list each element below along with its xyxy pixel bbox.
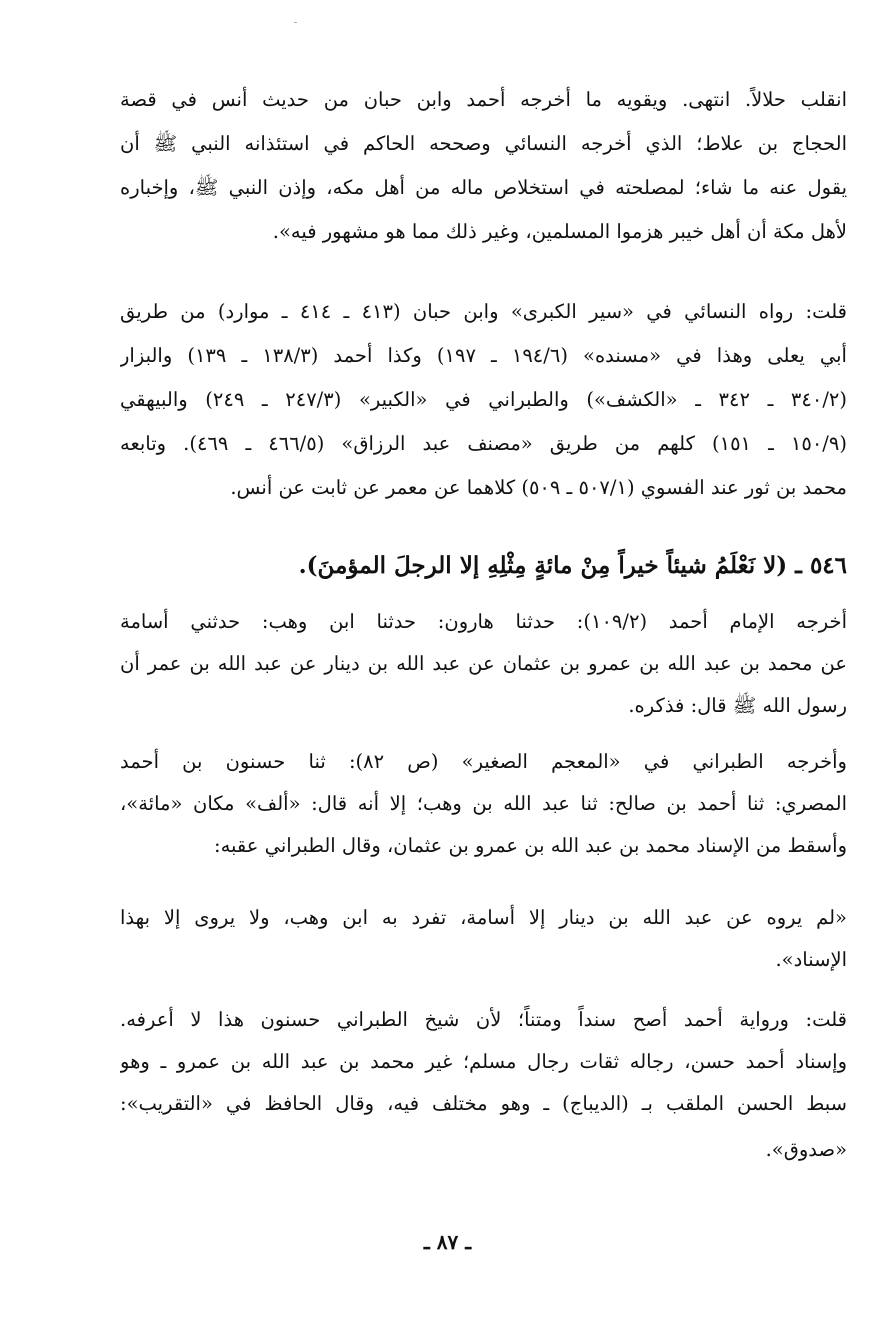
text-line: رسول الله ﷺ قال: فذكره. bbox=[628, 694, 847, 717]
text-line: وأخرجه الطبراني في «المعجم الصغير» (ص ٨٢): ثنا حسنون بن أحمد bbox=[120, 750, 847, 773]
text-line: وإسناد أحمد حسن، رجاله ثقات رجال مسلم؛ غير محمد بن عبد الله بن عمرو ـ وهو bbox=[120, 1050, 847, 1073]
text-line: الحجاج بن علاط؛ الذي أخرجه النسائي وصححه الحاكم في استئذانه النبي ﷺ أن bbox=[120, 132, 847, 155]
text-line: لأهل مكة أن أهل خيبر هزموا المسلمين، وغير ذلك مما هو مشهور فيه». bbox=[272, 220, 847, 243]
text-line: عن محمد بن عبد الله بن عمرو بن عثمان عن عبد الله بن دينار عن عبد الله بن عمر أن bbox=[120, 652, 847, 675]
text-line: أخرجه الإمام أحمد (١٠٩/٢): حدثنا هارون: حدثنا ابن وهب: حدثني أسامة bbox=[120, 610, 847, 633]
text-line: أبي يعلى وهذا في «مسنده» (١٩٤/٦ ـ ١٩٧) وكذا أحمد (١٣٨/٣ ـ ١٣٩) والبزار bbox=[120, 344, 847, 367]
text-line: قلت: رواه النسائي في «سير الكبرى» وابن حبان (٤١٣ ـ ٤١٤ ـ موارد) من طريق bbox=[120, 300, 847, 323]
text-line: الإسناد». bbox=[775, 948, 847, 971]
hadith-title: ٥٤٦ ـ (لا نَعْلَمُ شيئاً خيراً مِنْ مائةٍ مِثْلِهِ إلا الرجلَ المؤمنَ). bbox=[298, 552, 847, 579]
text-line: «لم يروه عن عبد الله بن دينار إلا أسامة، تفرد به ابن وهب، ولا يروى إلا بهذا bbox=[120, 906, 847, 929]
text-line: (١٥٠/٩ ـ ١٥١) كلهم من طريق «مصنف عبد الرزاق» (٤٦٦/٥ ـ ٤٦٩). وتابعه bbox=[120, 432, 847, 455]
text-line: سبط الحسن الملقب بـ (الديباج) ـ وهو مختلف فيه، وقال الحافظ في «التقريب»: bbox=[120, 1092, 847, 1115]
scan-mark bbox=[294, 22, 297, 23]
text-line: «صدوق». bbox=[765, 1138, 847, 1161]
text-line: محمد بن ثور عند الفسوي (٥٠٧/١ ـ ٥٠٩) كلاهما عن معمر عن ثابت عن أنس. bbox=[230, 476, 847, 499]
page-number: ـ ٨٧ ـ bbox=[423, 1230, 472, 1254]
text-line: المصري: ثنا أحمد بن صالح: ثنا عبد الله بن وهب؛ إلا أنه قال: «ألف» مكان «مائة»، bbox=[120, 792, 847, 815]
text-line: وأسقط من الإسناد محمد بن عبد الله بن عمرو بن عثمان، وقال الطبراني عقبه: bbox=[214, 834, 847, 857]
text-line: (٣٤٠/٢ ـ ٣٤٢ ـ «الكشف») والطبراني في «الكبير» (٢٤٧/٣ ـ ٢٤٩) والبيهقي bbox=[120, 388, 847, 411]
text-line: قلت: ورواية أحمد أصح سنداً ومتناً؛ لأن شيخ الطبراني حسنون هذا لا أعرفه. bbox=[120, 1008, 847, 1031]
text-line: يقول عنه ما شاء؛ لمصلحته في استخلاص ماله من أهل مكه، وإذن النبي ﷺ، وإخباره bbox=[120, 176, 847, 199]
text-line: انقلب حلالاً. انتهى. ويقويه ما أخرجه أحمد وابن حبان من حديث أنس في قصة bbox=[120, 88, 847, 111]
